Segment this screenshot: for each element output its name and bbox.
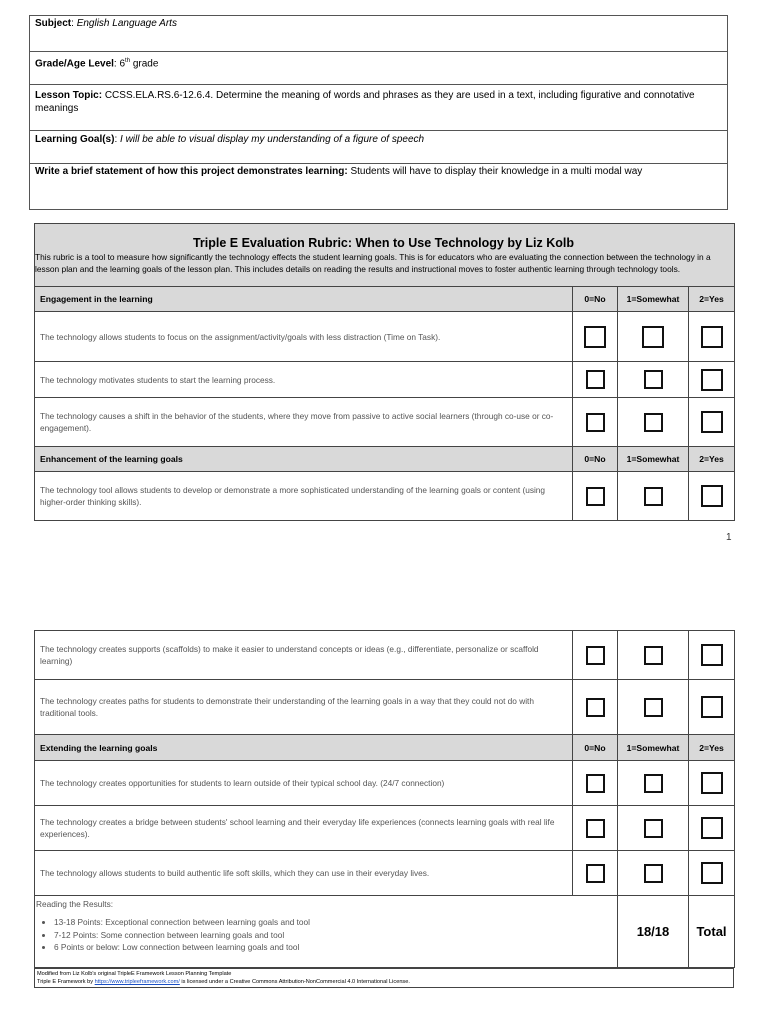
reading-results-row xyxy=(35,896,735,968)
checkbox-somewhat[interactable] xyxy=(644,864,663,883)
checkbox-yes[interactable] xyxy=(701,862,723,884)
grade-value-rest: grade xyxy=(132,58,159,70)
grade-value-sup: th xyxy=(125,58,131,64)
checkbox-yes[interactable] xyxy=(701,696,723,718)
table-row xyxy=(35,680,735,735)
col-yes-label: 2=Yes xyxy=(689,447,735,472)
section-header-engagement xyxy=(35,287,735,312)
criterion-text: The technology allows students to focus on the assignment/activity/goals with less distraction (Time on Task). xyxy=(35,312,573,362)
checkbox-no[interactable] xyxy=(586,864,605,883)
section-header-enhancement xyxy=(35,447,735,472)
reading-results-cell xyxy=(35,896,618,968)
checkbox-yes[interactable] xyxy=(701,772,723,794)
statement-value: Students will have to display their knowledge in a multi modal way xyxy=(350,166,643,177)
topic-value: CCSS.ELA.RS.6-12.6.4. Determine the meaning of words and phrases as they are used in a text, including figurative and connotative meanings xyxy=(35,90,695,114)
table-row xyxy=(35,806,735,851)
reading-results-list xyxy=(54,916,616,954)
col-somewhat-label: 1=Somewhat xyxy=(618,287,689,312)
table-row xyxy=(35,312,735,362)
criterion-text: The technology creates a bridge between students' school learning and their everyday life experiences (connects learning goals with real life experiences). xyxy=(35,806,573,851)
section-header-extending xyxy=(35,735,735,761)
criterion-text: The technology motivates students to start the learning process. xyxy=(35,362,573,398)
footer-post: is licensed under a Creative Commons Attribution-NonCommercial 4.0 International License. xyxy=(181,979,410,985)
section-heading: Enhancement of the learning goals xyxy=(35,447,573,472)
checkbox-no[interactable] xyxy=(586,774,605,793)
rubric-page-2 xyxy=(34,630,734,988)
lesson-info-box xyxy=(29,15,728,210)
rubric-title-cell xyxy=(35,224,735,287)
goal-label: Learning Goal(s) xyxy=(35,134,115,145)
checkbox-no[interactable] xyxy=(584,326,606,348)
col-no-label: 0=No xyxy=(573,735,618,761)
checkbox-somewhat[interactable] xyxy=(644,370,663,389)
goal-value: I will be able to visual display my understanding of a figure of speech xyxy=(120,134,425,145)
checkbox-no[interactable] xyxy=(586,646,605,665)
criterion-text: The technology creates opportunities for students to learn outside of their typical school day. (24/7 connection) xyxy=(35,761,573,806)
table-row xyxy=(35,398,735,447)
rubric-page-1 xyxy=(34,223,734,521)
statement-row xyxy=(30,164,727,210)
topic-row xyxy=(30,85,727,131)
checkbox-no[interactable] xyxy=(586,370,605,389)
subject-label: Subject xyxy=(35,18,72,29)
table-row xyxy=(35,851,735,896)
criterion-text: The technology causes a shift in the behavior of the students, where they move from passive to active social learners (through co-use or co-engagement). xyxy=(35,398,573,447)
criterion-text: The technology tool allows students to develop or demonstrate a more sophisticated understanding of the learning goals or content (using higher-order thinking skills). xyxy=(35,472,573,521)
footer-cell xyxy=(35,969,734,988)
checkbox-somewhat[interactable] xyxy=(642,326,664,348)
table-row xyxy=(35,631,735,680)
rubric-title: Triple E Evaluation Rubric: When to Use Technology by Liz Kolb xyxy=(192,236,575,250)
col-somewhat-label: 1=Somewhat xyxy=(618,735,689,761)
list-item: • 13-18 Points: Exceptional connection between learning goals and tool xyxy=(54,916,616,929)
score-value: 18/18 xyxy=(618,896,689,968)
footer-link[interactable]: https://www.tripleeframework.com/ xyxy=(94,979,180,985)
criterion-text: The technology creates paths for students to demonstrate their understanding of the learning goals in a way that they could not do with traditional tools. xyxy=(35,680,573,735)
section-heading: Extending the learning goals xyxy=(35,735,573,761)
page-number: 1 xyxy=(726,532,732,543)
checkbox-yes[interactable] xyxy=(701,326,723,348)
rubric-table-2 xyxy=(34,630,735,968)
checkbox-no[interactable] xyxy=(586,819,605,838)
checkbox-yes[interactable] xyxy=(701,817,723,839)
checkbox-no[interactable] xyxy=(586,698,605,717)
checkbox-somewhat[interactable] xyxy=(644,646,663,665)
grade-row: Grade/Age Level: 6th grade xyxy=(30,52,727,85)
col-no-label: 0=No xyxy=(573,287,618,312)
col-somewhat-label: 1=Somewhat xyxy=(618,447,689,472)
rubric-intro: This rubric is a tool to measure how significantly the technology effects the student learning goals. This is for educators who are evaluating the connection between the technology in a lesson plan and the learning goals of the lesson plan. This includes details on reading the results and instructional moves to foster authentic learning through technology tools. xyxy=(35,252,711,274)
col-no-label: 0=No xyxy=(573,447,618,472)
checkbox-no[interactable] xyxy=(586,413,605,432)
criterion-text: The technology allows students to build authentic life soft skills, which they can use in their everyday lives. xyxy=(35,851,573,896)
col-yes-label: 2=Yes xyxy=(689,287,735,312)
footer-line-1: Modified from Liz Kolb's original TripleE Framework Lesson Planning Template xyxy=(37,971,232,977)
topic-label: Lesson Topic: xyxy=(35,90,103,101)
list-item: • 7-12 Points: Some connection between learning goals and tool xyxy=(54,929,616,942)
checkbox-no[interactable] xyxy=(586,487,605,506)
checkbox-somewhat[interactable] xyxy=(644,698,663,717)
footer-pre: Triple E Framework by xyxy=(37,979,94,985)
checkbox-somewhat[interactable] xyxy=(644,487,663,506)
checkbox-yes[interactable] xyxy=(701,485,723,507)
checkbox-yes[interactable] xyxy=(701,369,723,391)
table-row xyxy=(35,362,735,398)
table-row xyxy=(35,472,735,521)
grade-label: Grade/Age Level xyxy=(35,58,114,70)
reading-results-title: Reading the Results: xyxy=(36,899,114,909)
table-row xyxy=(35,761,735,806)
goal-row: Learning Goal(s): I will be able to visual display my understanding of a figure of speech xyxy=(30,131,727,164)
checkbox-yes[interactable] xyxy=(701,411,723,433)
footer-line-2 xyxy=(37,978,731,986)
rubric-table-1 xyxy=(34,223,735,521)
statement-label: Write a brief statement of how this project demonstrates learning: xyxy=(35,166,348,177)
checkbox-somewhat[interactable] xyxy=(644,774,663,793)
footer-table xyxy=(34,968,734,988)
grade-value-num: 6 xyxy=(119,58,126,70)
checkbox-somewhat[interactable] xyxy=(644,819,663,838)
subject-row: Subject: English Language Arts xyxy=(30,16,727,52)
subject-value: English Language Arts xyxy=(76,18,177,29)
list-item: • 6 Points or below: Low connection between learning goals and tool xyxy=(54,941,616,954)
section-heading: Engagement in the learning xyxy=(35,287,573,312)
checkbox-yes[interactable] xyxy=(701,644,723,666)
criterion-text: The technology creates supports (scaffolds) to make it easier to understand concepts or ideas (e.g., differentiate, personalize or scaffold learning) xyxy=(35,631,573,680)
col-yes-label: 2=Yes xyxy=(689,735,735,761)
checkbox-somewhat[interactable] xyxy=(644,413,663,432)
total-label: Total xyxy=(689,896,735,968)
